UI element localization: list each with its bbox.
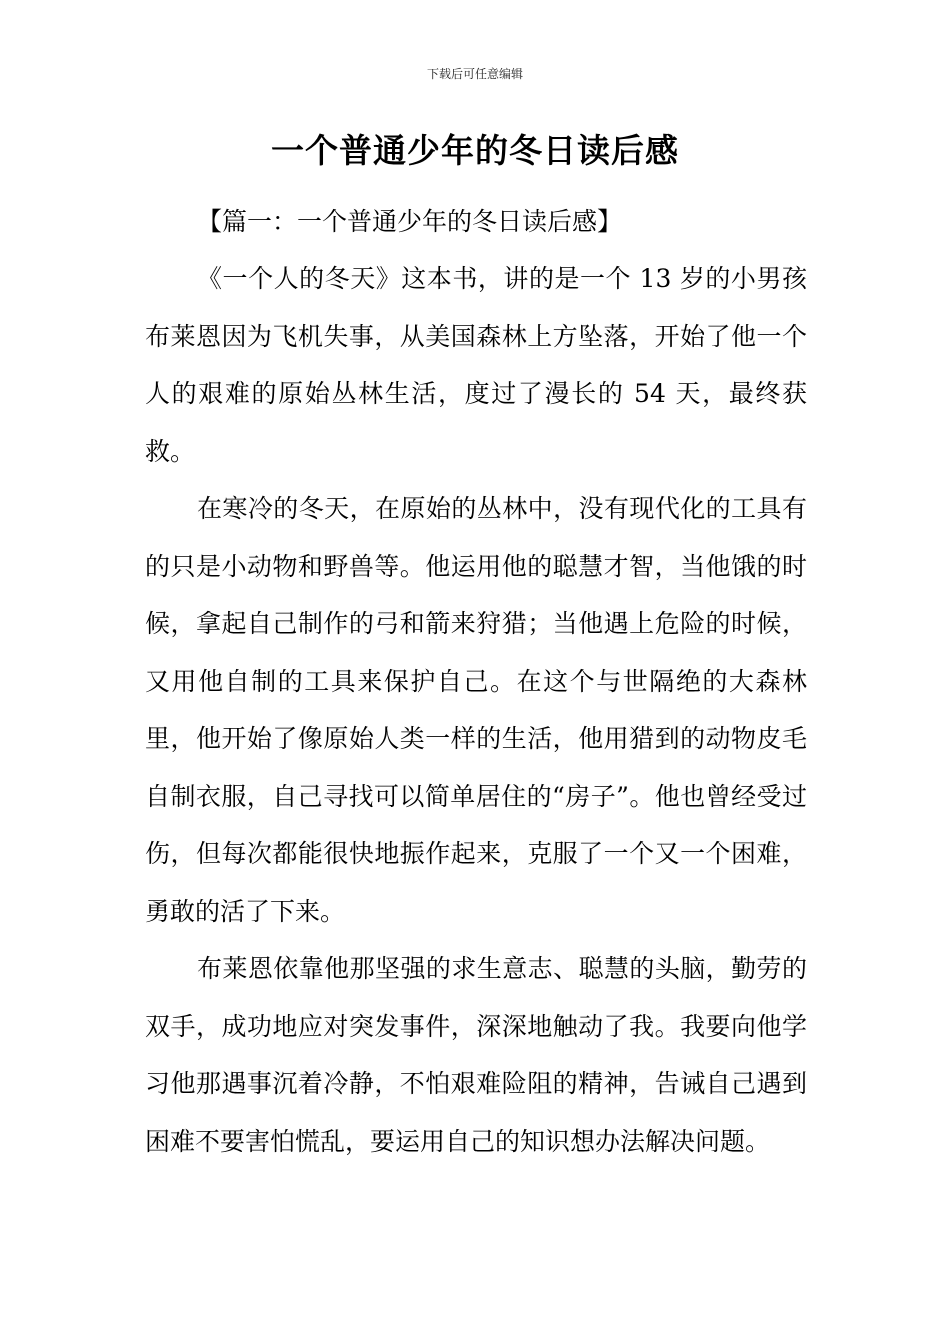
body-paragraph-1: 《一个人的冬天》这本书，讲的是一个 13 岁的小男孩布莱恩因为飞机失事，从美国森林上方坠落，开始了他一个人的艰难的原始丛林生活，度过了漫长的 54 天，最终获救。 (145, 264, 807, 466)
body-paragraph-2: 在寒冷的冬天，在原始的丛林中，没有现代化的工具有的只是小动物和野兽等。他运用他的聪慧才智，当他饿的时候，拿起自己制作的弓和箭来狩猎；当他遇上危险的时候，又用他自制的工具来保护自己。在这个与世隔绝的大森林里，他开始了像原始人类一样的生活，他用猎到的动物皮毛自制衣服，自己寻找可以简单居住的“房子”。他也曾经受过伤，但每次都能很快地振作起来，克服了一个又一个困难，勇敢的活了下来。 (145, 494, 807, 926)
header-note: 下载后可任意编辑 (426, 67, 523, 81)
section-heading: 【篇一：一个普通少年的冬日读后感】 (197, 207, 623, 236)
body-paragraph-3: 布莱恩依靠他那坚强的求生意志、聪慧的头脑，勤劳的双手，成功地应对突发事件，深深地触动了我。我要向他学习他那遇事沉着冷静，不怕艰难险阻的精神，告诫自己遇到困难不要害怕慌乱，要运用自己的知识想办法解决问题。 (145, 954, 807, 1156)
page-title: 一个普通少年的冬日读后感 (271, 131, 679, 170)
